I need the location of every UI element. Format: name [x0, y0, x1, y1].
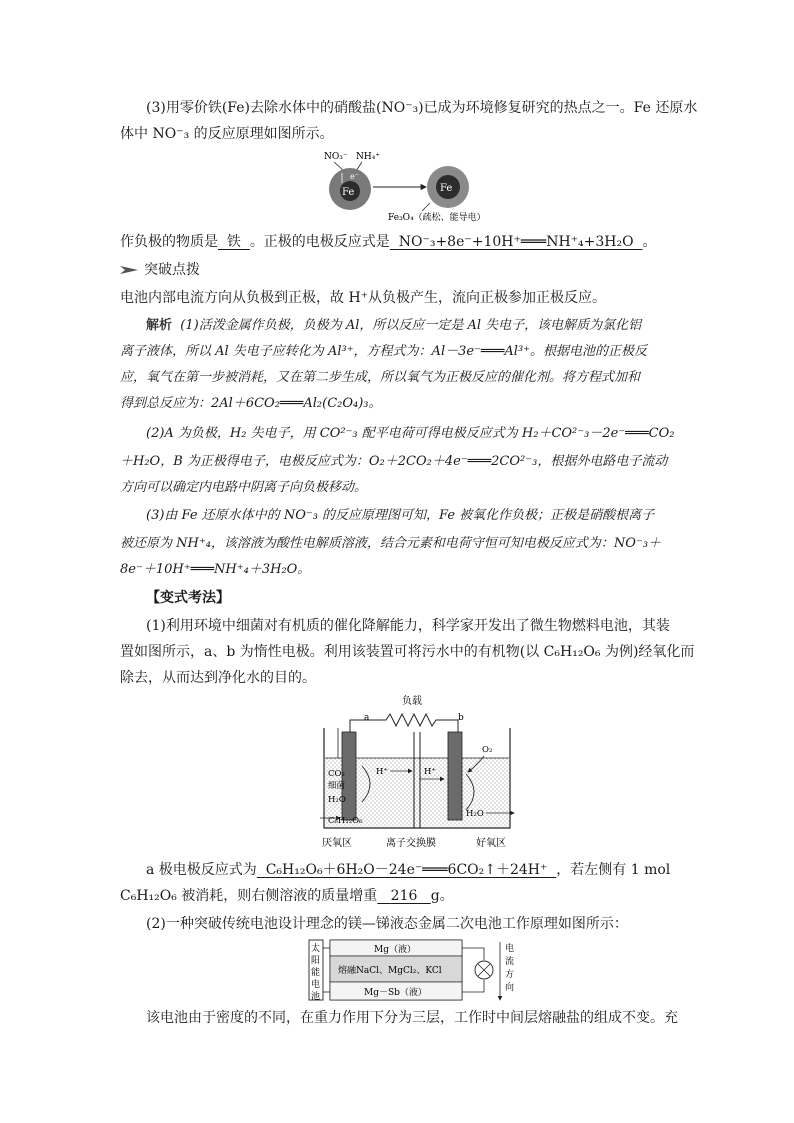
- analysis-p3-l1: (3)由 Fe 还原水体中的 NO⁻₃ 的反应原理图可知，Fe 被氧化作负极；正极是硝酸根离子: [146, 508, 655, 523]
- negative-electrode-answer: 铁: [226, 234, 241, 250]
- electrode-b-label: b: [458, 713, 464, 723]
- analysis-p1-l3: 应，氧气在第一步被消耗，又在第二步生成，所以氧气为正极反应的催化剂。将方程式加和: [120, 370, 641, 385]
- analysis-label: 解析: [146, 318, 173, 333]
- no3-label: NO₃⁻: [324, 152, 348, 162]
- positive-electrode-answer: NO⁻₃+8e⁻+10H⁺═══NH⁺₄+3H₂O: [398, 234, 634, 250]
- current-char-1: 电: [505, 944, 515, 954]
- analysis-p1-l4: 得到总反应为：2Al＋6CO₂═══Al₂(C₂O₄)₃。: [120, 396, 382, 411]
- analysis-p3-l3: 8e⁻＋10H⁺═══NH⁺₄＋3H₂O。: [120, 562, 311, 577]
- right-fe-label: Fe: [440, 183, 453, 194]
- left-fe-label: Fe: [342, 187, 355, 198]
- aerobic-zone-label: 好氧区: [476, 838, 506, 849]
- fe-reaction-figure: [320, 145, 490, 225]
- tip-text: 电池内部电流方向从负极到正极，故 H⁺从负极产生，流向正极参加正极反应。: [120, 290, 607, 306]
- o2-label: O₂: [482, 745, 493, 755]
- mg-sb-label: Mg－Sb（液）: [364, 988, 427, 998]
- tip-heading: 突破点拨: [120, 260, 200, 280]
- answer-mid: 。正极的电极反应式是: [249, 234, 390, 250]
- q3-answer-line: [120, 232, 657, 252]
- variant-q1-l3: 除去，从而达到净化水的目的。: [120, 670, 316, 686]
- analysis-p1-l1: 解析 (1)活泼金属作负极，负极为 Al，所以反应一定是 Al 失电子，该电解质为氯化铝: [146, 318, 642, 333]
- mg-sb-battery-figure: [308, 938, 528, 1004]
- h2o-right-label: H₂O: [466, 809, 484, 819]
- hplus-left-label: H⁺: [376, 767, 388, 777]
- variant-answer-line-1: a 极电极反应式为 C₆H₁₂O₆＋6H₂O－24e⁻═══6CO₂↑＋24H⁺ ，若左侧有 1 mol: [146, 862, 671, 878]
- caption-leader: [422, 203, 430, 211]
- co2-label: CO₂: [328, 769, 345, 779]
- solar-char-5: 池: [311, 992, 321, 1002]
- analysis-p2-l3: 方向可以确定内电路中阴离子向负极移动。: [120, 480, 368, 495]
- analysis-p3-l2: 被还原为 NH⁺₄，该溶液为酸性电解质溶液，结合元素和电荷守恒可知电极反应式为：NO⁻₃＋: [120, 536, 662, 551]
- electrode-a-label: a: [364, 713, 370, 723]
- solar-char-1: 太: [311, 944, 321, 954]
- answer-end: 。: [642, 234, 657, 250]
- anode-equation-answer: C₆H₁₂O₆＋6H₂O－24e⁻═══6CO₂↑＋24H⁺: [265, 862, 548, 878]
- fuel-cell-figure: [316, 692, 524, 852]
- glucose-label: C₆H₁₂O₆: [328, 816, 363, 826]
- hplus-right-label: H⁺: [424, 767, 436, 777]
- current-char-2: 流: [505, 957, 515, 967]
- mg-layer-label: Mg（液）: [374, 945, 416, 955]
- variant-q2: (2)一种突破传统电池设计理念的镁—锑液态金属二次电池工作原理如图所示：: [146, 916, 628, 932]
- variant-q1-l1: (1)利用环境中细菌对有机质的催化降解能力，科学家开发出了微生物燃料电池，其装: [146, 618, 670, 634]
- fe3o4-caption: Fe₃O₄（疏松、能导电）: [388, 213, 486, 223]
- analysis-p2-l1: (2)A 为负极，H₂ 失电子，用 CO²⁻₃ 配平电荷可得电极反应式为 H₂＋CO²⁻₃－2e⁻═══CO₂: [146, 426, 675, 441]
- electrode-b: [448, 732, 462, 820]
- bacteria-label: 细菌: [328, 781, 346, 791]
- h2o-left-label: H₂O: [328, 795, 346, 805]
- nh4-label: NH₄⁺: [356, 152, 381, 162]
- analysis-p1-l2: 离子液体，所以 Al 失电子应转化为 Al³⁺，方程式为：Al－3e⁻═══Al³⁺。根据电池的正极反: [120, 344, 648, 359]
- molten-salt-label: 熔融NaCl、MgCl₂、KCl: [338, 966, 442, 976]
- solar-char-3: 能: [311, 968, 321, 978]
- membrane-label: 离子交换膜: [386, 838, 436, 849]
- arrow-icon: [120, 266, 138, 274]
- variant-q1-l2: 置如图所示，a、b 为惰性电极。利用该装置可将污水中的有机物(以 C₆H₁₂O₆ 为例)经氧化而: [120, 644, 695, 660]
- analysis-p2-l2: ＋H₂O，B 为正极得电子，电极反应式为：O₂＋2CO₂＋4e⁻═══2CO²⁻₃，根据外电路电子流动: [120, 454, 668, 469]
- q3-line-2: 体中 NO⁻₃ 的反应原理如图所示。: [120, 126, 334, 142]
- anaerobic-zone-label: 厌氧区: [322, 838, 352, 849]
- variant-heading: 【变式考法】: [146, 590, 230, 606]
- mass-increase-answer: 216: [390, 888, 418, 904]
- current-char-4: 向: [505, 983, 515, 993]
- solar-char-2: 阳: [311, 956, 321, 966]
- solar-char-4: 电: [311, 980, 321, 990]
- answer-prefix: 作负极的物质是: [120, 234, 218, 250]
- q3-line-1: (3)用零价铁(Fe)去除水体中的硝酸盐(NO⁻₃)已成为环境修复研究的热点之一。Fe 还原水: [146, 100, 698, 116]
- load-label: 负载: [402, 696, 422, 707]
- variant-answer-line-2: C₆H₁₂O₆ 被消耗，则右侧溶液的质量增重 216 g。: [120, 888, 454, 904]
- electron-label: e⁻: [350, 172, 359, 181]
- variant-last-line: 该电池由于密度的不同，在重力作用下分为三层，工作时中间层熔融盐的组成不变。充: [146, 1010, 678, 1026]
- current-char-3: 方: [505, 970, 515, 980]
